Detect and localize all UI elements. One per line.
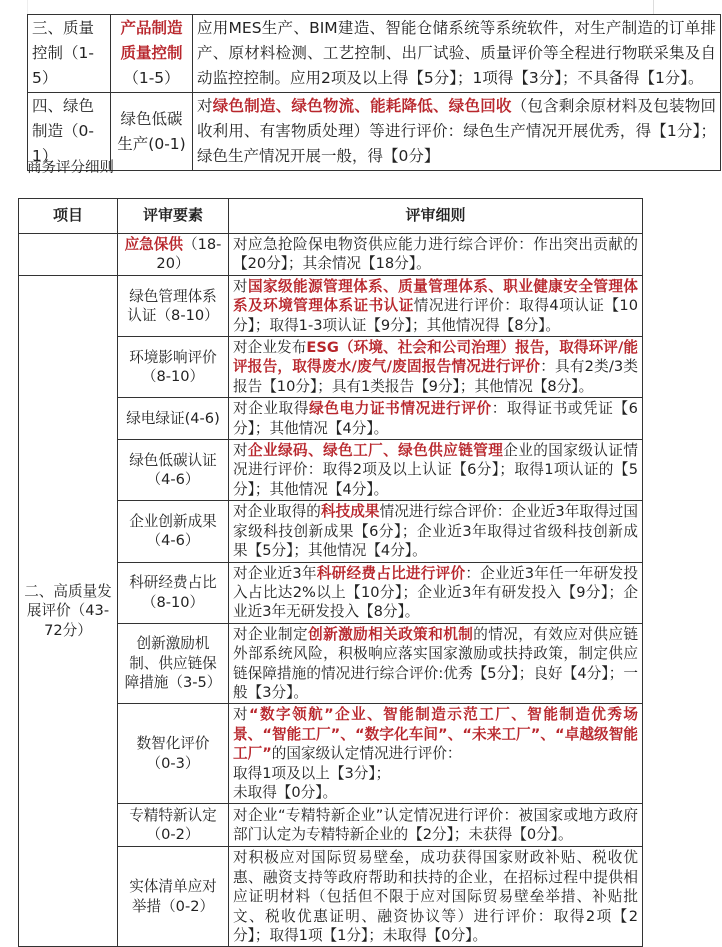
text-segment: 对	[197, 97, 213, 115]
header-detail: 评审细则	[229, 199, 643, 234]
item-cell: 四、绿色制造（0-1）	[28, 93, 111, 171]
element-cell	[111, 15, 193, 93]
highlighted-text: 应急保供	[124, 236, 183, 253]
text-segment: 对应急抢险保电物资供应能力进行综合评价：作出突出贡献的【20分】；其余情况【18分】。	[233, 236, 638, 273]
detail-cell	[229, 562, 643, 623]
detail-cell	[229, 804, 643, 847]
highlighted-text: 绿色制造、绿色物流、能耗降低、绿色回收	[212, 97, 512, 115]
text-segment: ：企业近3年任一年研发投入占比达2%以上【10分】；企业近3年有研发投入【9分】；企业近3年无研发投入【8分】。	[233, 564, 638, 621]
text-segment: 应用MES生产、BIM建造、智能仓储系统等系统软件，对生产制造的订单排产、原材料检测、工艺控制、出厂试验、质量评价等全程进行物联采集及自动监控控制。应用2项及以上得【5分】；1项得【3分】；不具备得【1分】。	[197, 19, 716, 87]
empty-item-cell	[19, 234, 118, 276]
highlighted-text: 国家级能源管理体系、质量管理体系、职业健康安全管理体系及环境管理体系证书认证	[233, 277, 638, 315]
element-cell	[118, 804, 229, 847]
text-segment: 绿色低碳生产(0-1)	[117, 109, 186, 153]
text-segment: 对积极应对国际贸易壁垒，成功获得国家财政补贴、税收优惠、融资支持等政府帮助和扶持的企业，在招标过程中提供相应证明材料（包括但不限于应对国际贸易壁垒举措、补贴批文、税收优惠证明、融资协议等）进行评价：取得2项【2分】；取得1项【1分】；未取得【0分】。	[233, 849, 638, 944]
element-cell	[118, 337, 229, 398]
highlighted-text: 绿色电力证书情况进行评价	[309, 400, 492, 418]
table-row	[28, 93, 721, 171]
detail-cell	[229, 440, 643, 501]
text-segment: 对	[233, 442, 249, 460]
element-cell	[118, 704, 229, 804]
quality-green-table	[27, 14, 721, 171]
text-segment: （18-20）	[156, 236, 222, 273]
text-segment: （1-5）	[123, 69, 180, 87]
business-scoring-table	[18, 198, 643, 947]
element-cell	[118, 847, 229, 947]
detail-cell	[229, 623, 643, 704]
highlighted-text: 科技成果	[320, 503, 380, 521]
text-segment: 取得1项及以上【3分】；	[233, 764, 391, 782]
text-segment: 绿色低碳认证（4-6）	[129, 451, 217, 489]
detail-cell	[229, 398, 643, 440]
detail-cell	[229, 275, 643, 336]
element-cell	[118, 398, 229, 440]
highlighted-text: ESG（环境、社会和公司治理）报告，取得环评/能评报告，取得废水/废气/废固报告情况进行评价	[233, 339, 638, 376]
text-segment: 的国家级认定情况进行评价：	[271, 745, 462, 763]
text-segment: 对企业近3年	[233, 564, 317, 582]
page-top-edge	[27, 0, 654, 14]
text-segment: 情况进行评价：取得4项认证【10分】；取得1-3项认证【9分】；其他情况得【8分】。	[233, 297, 638, 334]
highlighted-text: 创新激励相关政策和机制	[308, 625, 474, 643]
element-cell	[118, 562, 229, 623]
text-segment: （包含剩余原材料及包装物回收利用、有害物质处理）等进行评价：绿色生产情况开展优秀，得【1分】；绿色生产情况开展一般，得【0分】	[197, 97, 716, 165]
text-segment: 专精特新认定（0-2）	[129, 806, 217, 844]
text-segment: ：具有2类/3类报告【10分】；具有1类报告【9分】；其他情况【8分】。	[233, 358, 638, 395]
text-segment: 实体清单应对举措（0-2）	[129, 878, 217, 915]
element-cell	[111, 93, 193, 171]
header-element: 评审要素	[118, 199, 229, 234]
detail-cell	[229, 847, 643, 947]
text-segment: 环境影响评价（8-10）	[129, 348, 217, 386]
element-cell	[118, 623, 229, 704]
element-cell	[118, 234, 229, 276]
text-segment: 对企业“专精特新企业”认定情况进行评价：被国家或地方政府部门认定为专精特新企业的【2分】；未获得【0分】。	[233, 806, 638, 844]
group-label-cell: 二、高质量发展评价（43-72分）	[19, 275, 118, 947]
highlighted-text: 企业绿码、绿色工厂、绿色供应链管理	[248, 442, 504, 460]
text-segment: 对企业制定	[233, 625, 309, 643]
text-segment: 绿色管理体系认证（8-10）	[127, 287, 219, 324]
text-segment: 未取得【0分】。	[233, 783, 338, 801]
detail-cell	[229, 337, 643, 398]
text-segment: 科研经费占比（8-10）	[129, 574, 217, 611]
text-segment: 对企业取得	[233, 400, 310, 418]
table-row	[19, 234, 643, 276]
detail-cell	[193, 15, 721, 93]
text-segment: 企业创新成果（4-6）	[129, 512, 217, 550]
table-row	[19, 275, 643, 336]
detail-cell	[193, 93, 721, 171]
detail-cell	[229, 234, 643, 276]
text-segment: 绿电绿证(4-6)	[126, 409, 220, 427]
text-segment: 企业的国家级认证情况进行评价：取得2项及以上认证【6分】；取得1项认证的【5分】；其他情况【4分】。	[233, 442, 638, 498]
element-cell	[118, 501, 229, 562]
text-segment: ：取得证书或凭证【6分】；其他情况【4分】。	[233, 400, 638, 437]
text-segment: 对企业发布	[233, 339, 307, 357]
text-segment: 对	[233, 277, 249, 295]
item-cell: 三、质量控制（1-5）	[28, 15, 111, 93]
header-item: 项目	[19, 199, 118, 234]
text-segment: 情况进行综合评价：企业近3年取得过国家级科技创新成果【6分】；企业近3年取得过省级科技创新成果【5分】；其他情况【4分】。	[233, 503, 638, 560]
section-title: 商务评分细则	[27, 160, 114, 176]
highlighted-text: 产品制造质量控制	[120, 19, 183, 62]
text-segment: 对	[233, 706, 250, 724]
highlighted-text: 科研经费占比进行评价	[316, 564, 466, 582]
highlighted-text: “数字领航”企业、智能制造示范工厂、智能制造优秀场景、“智能工厂”、“数字化车间”、“未来工厂”、“卓越级智能工厂”	[233, 706, 638, 763]
element-cell	[118, 275, 229, 336]
element-cell	[118, 440, 229, 501]
text-segment: 对企业取得的	[233, 503, 321, 521]
detail-cell	[229, 501, 643, 562]
table-row	[28, 15, 721, 93]
header-row	[19, 199, 643, 234]
detail-cell	[229, 704, 643, 804]
text-segment: 数智化评价（0-3）	[136, 735, 210, 772]
text-segment: 创新激励机制、供应链保障措施（3-5）	[124, 635, 222, 692]
text-segment: 的情况，有效应对供应链外部系统风险，积极响应落实国家激励或扶持政策，制定供应链保障措施的情况进行综合评价:优秀【5分】；良好【4分】；一般【3分】。	[233, 625, 638, 701]
